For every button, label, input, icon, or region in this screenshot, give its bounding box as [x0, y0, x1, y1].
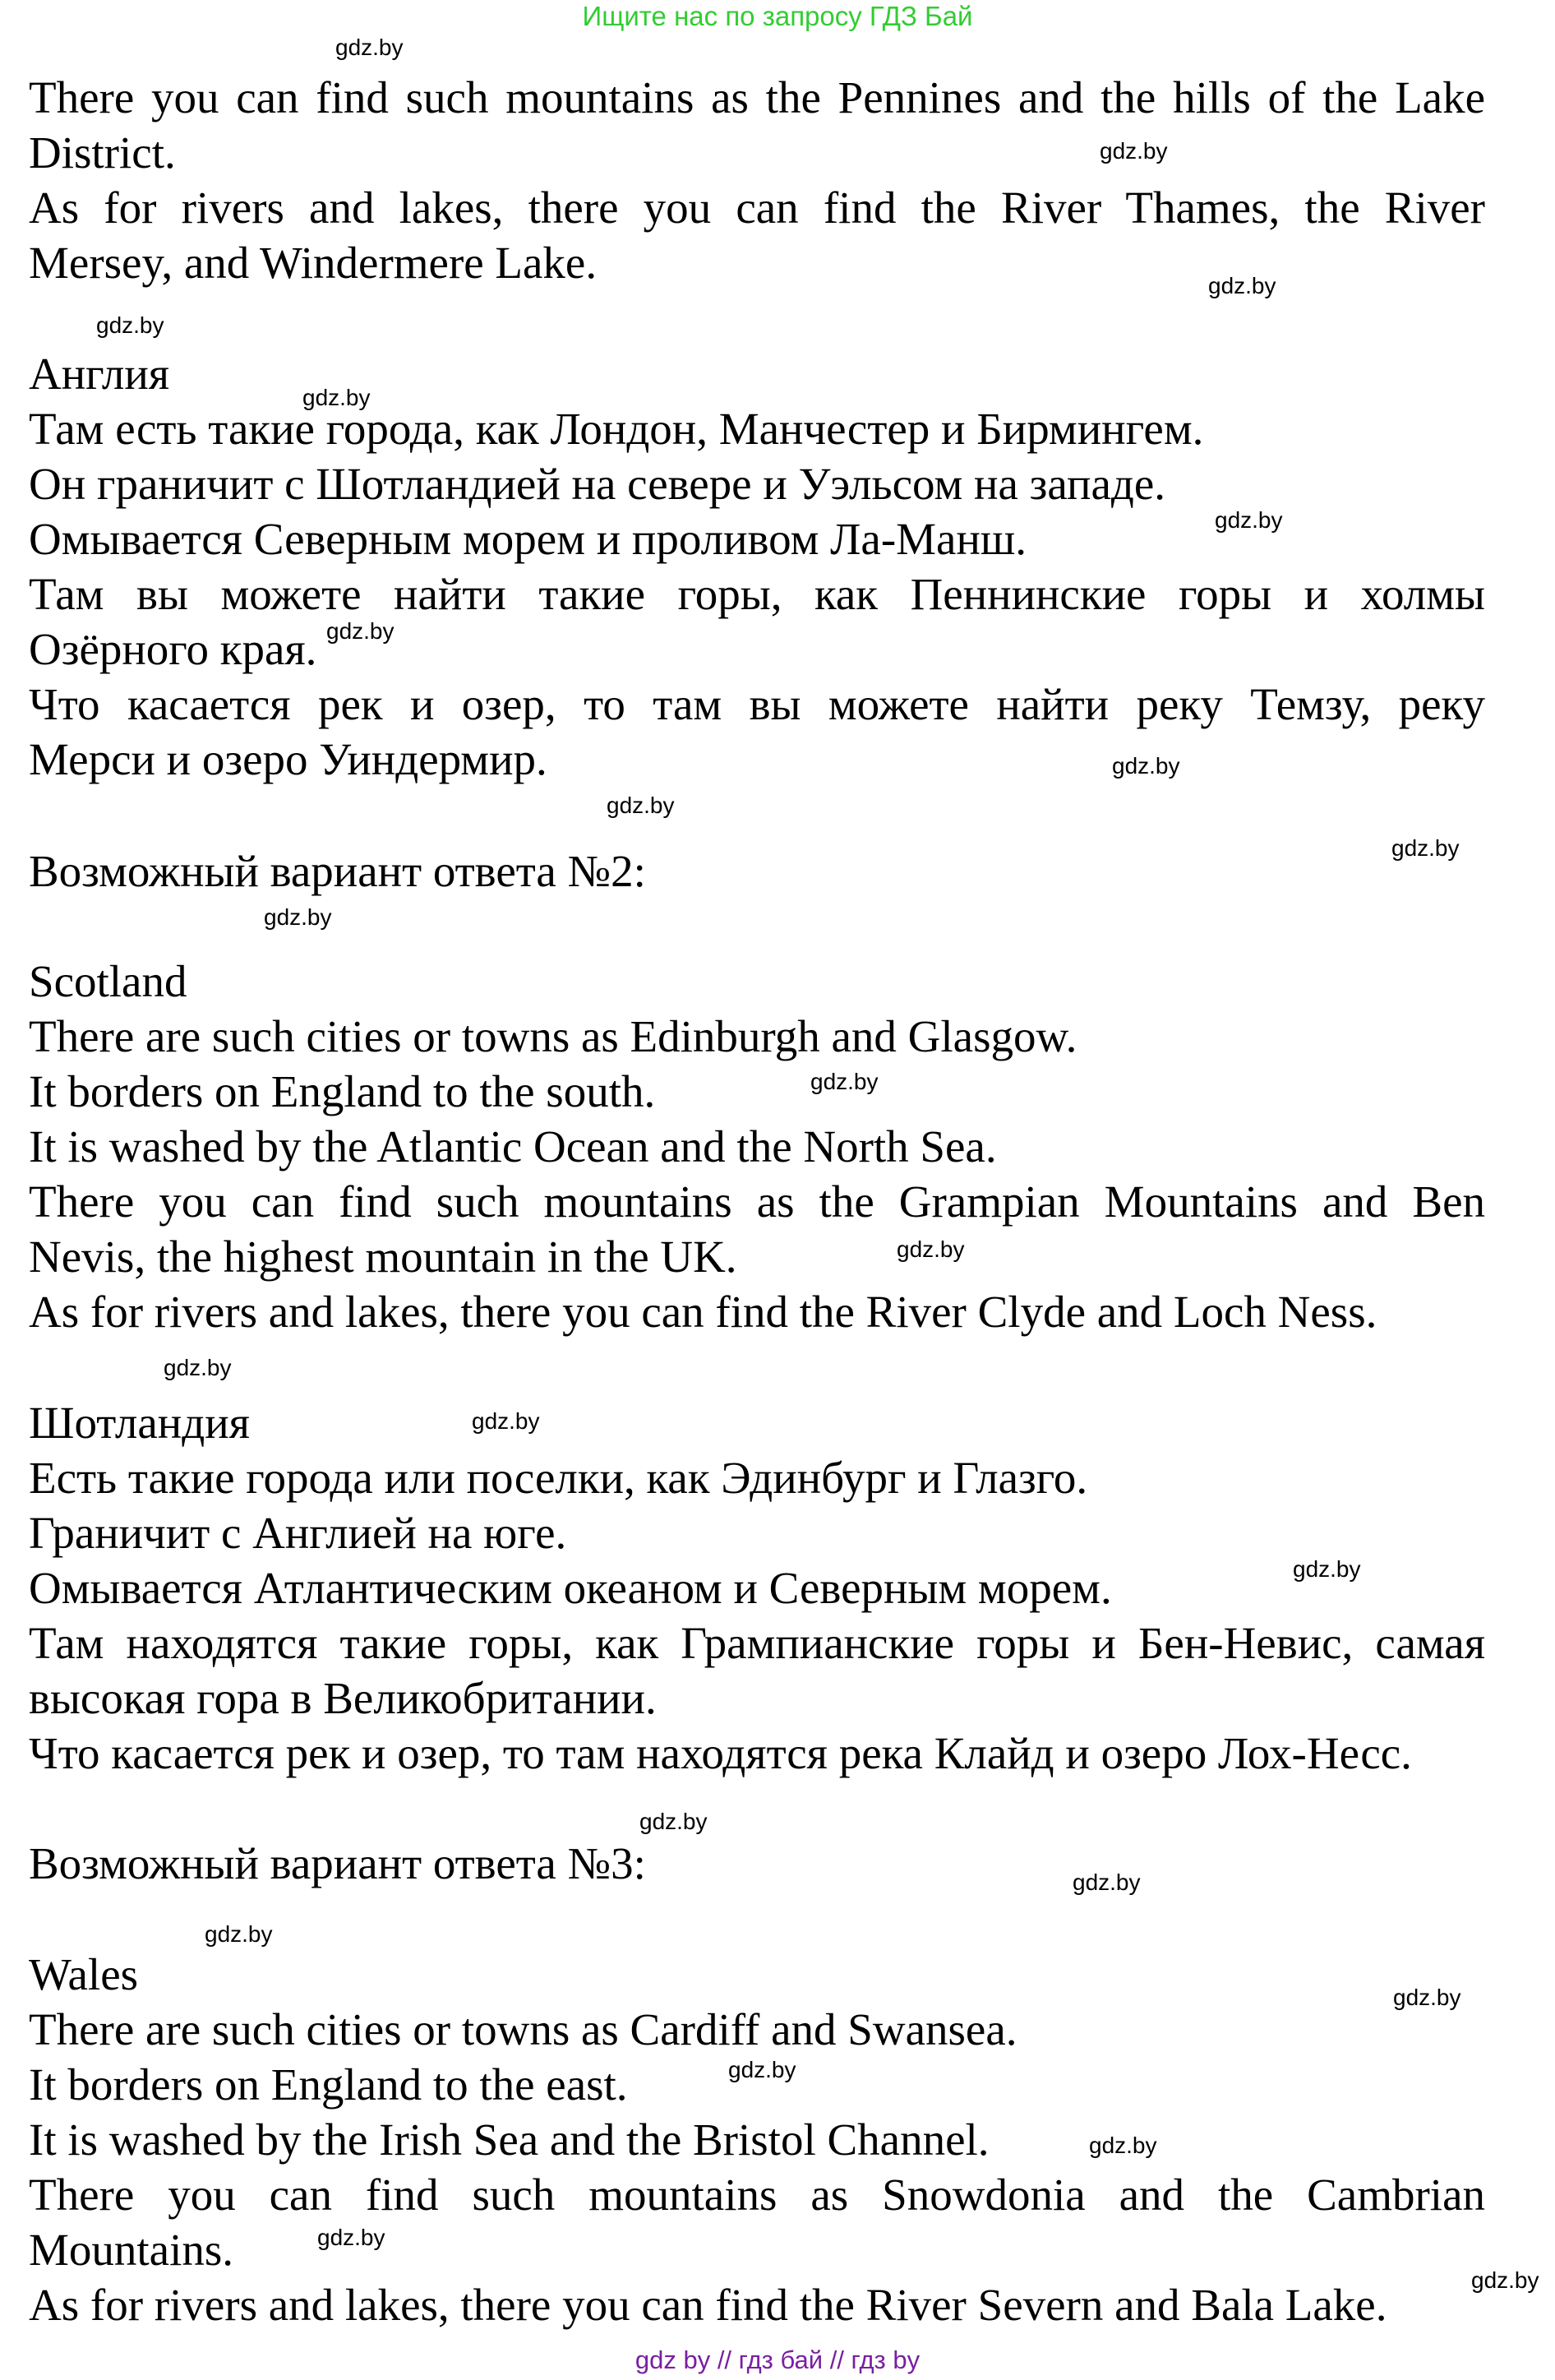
section-heading: Англия — [29, 349, 170, 399]
search-banner: Ищите нас по запросу ГДЗ Бай — [582, 1, 973, 31]
watermark: gdz.by — [472, 1408, 540, 1434]
watermark: gdz.by — [1471, 2267, 1539, 2293]
text-line: Что касается рек и озер, то там находятся река Клайд и озеро Лох-Несс. — [29, 1728, 1412, 1778]
watermark: gdz.by — [1391, 835, 1460, 861]
text-line: It is washed by the Irish Sea and the Bristol Channel. — [29, 2114, 990, 2165]
watermark: gdz.by — [1112, 753, 1180, 779]
watermark: gdz.by — [639, 1809, 708, 1834]
text-line: It borders on England to the south. — [29, 1066, 656, 1116]
watermark: gdz.by — [335, 35, 404, 60]
watermark: gdz.by — [1089, 2133, 1157, 2158]
text-line: Омывается Атлантическим океаном и Северным морем. — [29, 1563, 1112, 1613]
watermark: gdz.by — [607, 793, 675, 818]
watermark: gdz.by — [164, 1355, 232, 1380]
text-line: Там находятся такие горы, как Грампианские горы и Бен-Невис, самая — [29, 1618, 1485, 1668]
text-line: Что касается рек и озер, то там вы можете найти реку Темзу, реку — [29, 679, 1485, 729]
text-line: As for rivers and lakes, there you can find the River Thames, the River — [29, 183, 1485, 233]
text-line: Мерси и озеро Уиндермир. — [29, 734, 547, 784]
watermark: gdz.by — [897, 1236, 965, 1262]
text-line: Есть такие города или поселки, как Эдинбург и Глазго. — [29, 1453, 1088, 1503]
text-line: As for rivers and lakes, there you can find the River Clyde and Loch Ness. — [29, 1287, 1377, 1337]
text-line: District. — [29, 127, 176, 178]
text-line: Омывается Северным морем и проливом Ла-Манш. — [29, 514, 1027, 564]
watermark: gdz.by — [728, 2057, 796, 2082]
footer-links: gdz by // гдз бай // гдз by — [634, 2345, 921, 2374]
section-heading: Wales — [29, 1949, 139, 1999]
section-heading: Шотландия — [29, 1398, 250, 1448]
watermark: gdz.by — [1215, 507, 1283, 533]
text-line: Озёрного края. — [29, 624, 317, 674]
text-line: Mountains. — [29, 2225, 234, 2275]
text-line: Mersey, and Windermere Lake. — [29, 238, 598, 288]
text-line: Там есть такие города, как Лондон, Манчестер и Бирмингем. — [29, 404, 1204, 454]
text-line: There you can find such mountains as the Pennines and the hills of the Lake — [29, 72, 1485, 122]
text-line: It is washed by the Atlantic Ocean and the North Sea. — [29, 1121, 997, 1172]
watermark: gdz.by — [1293, 1556, 1361, 1582]
watermark: gdz.by — [264, 904, 332, 930]
watermark: gdz.by — [317, 2225, 385, 2250]
answer-heading: Возможный вариант ответа №2: — [29, 846, 646, 896]
text-line: Nevis, the highest mountain in the UK. — [29, 1232, 737, 1282]
section-heading: Scotland — [29, 956, 187, 1006]
watermark: gdz.by — [1100, 138, 1168, 164]
text-line: There you can find such mountains as the Grampian Mountains and Ben — [29, 1176, 1485, 1227]
text-line: There are such cities or towns as Edinburgh and Glasgow. — [29, 1011, 1077, 1061]
text-line: высокая гора в Великобритании. — [29, 1673, 657, 1723]
text-line: There you can find such mountains as Snowdonia and the Cambrian — [29, 2170, 1485, 2220]
text-line: It borders on England to the east. — [29, 2059, 628, 2110]
watermark: gdz.by — [1393, 1985, 1461, 2010]
watermark: gdz.by — [1208, 273, 1276, 298]
watermark: gdz.by — [1073, 1869, 1141, 1895]
watermark: gdz.by — [326, 618, 395, 644]
watermark: gdz.by — [205, 1921, 273, 1947]
watermark: gdz.by — [96, 312, 164, 338]
watermark: gdz.by — [302, 385, 371, 410]
text-line: As for rivers and lakes, there you can find the River Severn and Bala Lake. — [29, 2280, 1387, 2330]
text-line: Граничит с Англией на юге. — [29, 1508, 567, 1558]
answer-heading: Возможный вариант ответа №3: — [29, 1838, 646, 1888]
text-line: Он граничит с Шотландией на севере и Уэльсом на западе. — [29, 459, 1166, 509]
watermark: gdz.by — [810, 1069, 879, 1094]
text-line: Там вы можете найти такие горы, как Пеннинские горы и холмы — [29, 569, 1485, 619]
text-line: There are such cities or towns as Cardiff and Swansea. — [29, 2004, 1017, 2054]
